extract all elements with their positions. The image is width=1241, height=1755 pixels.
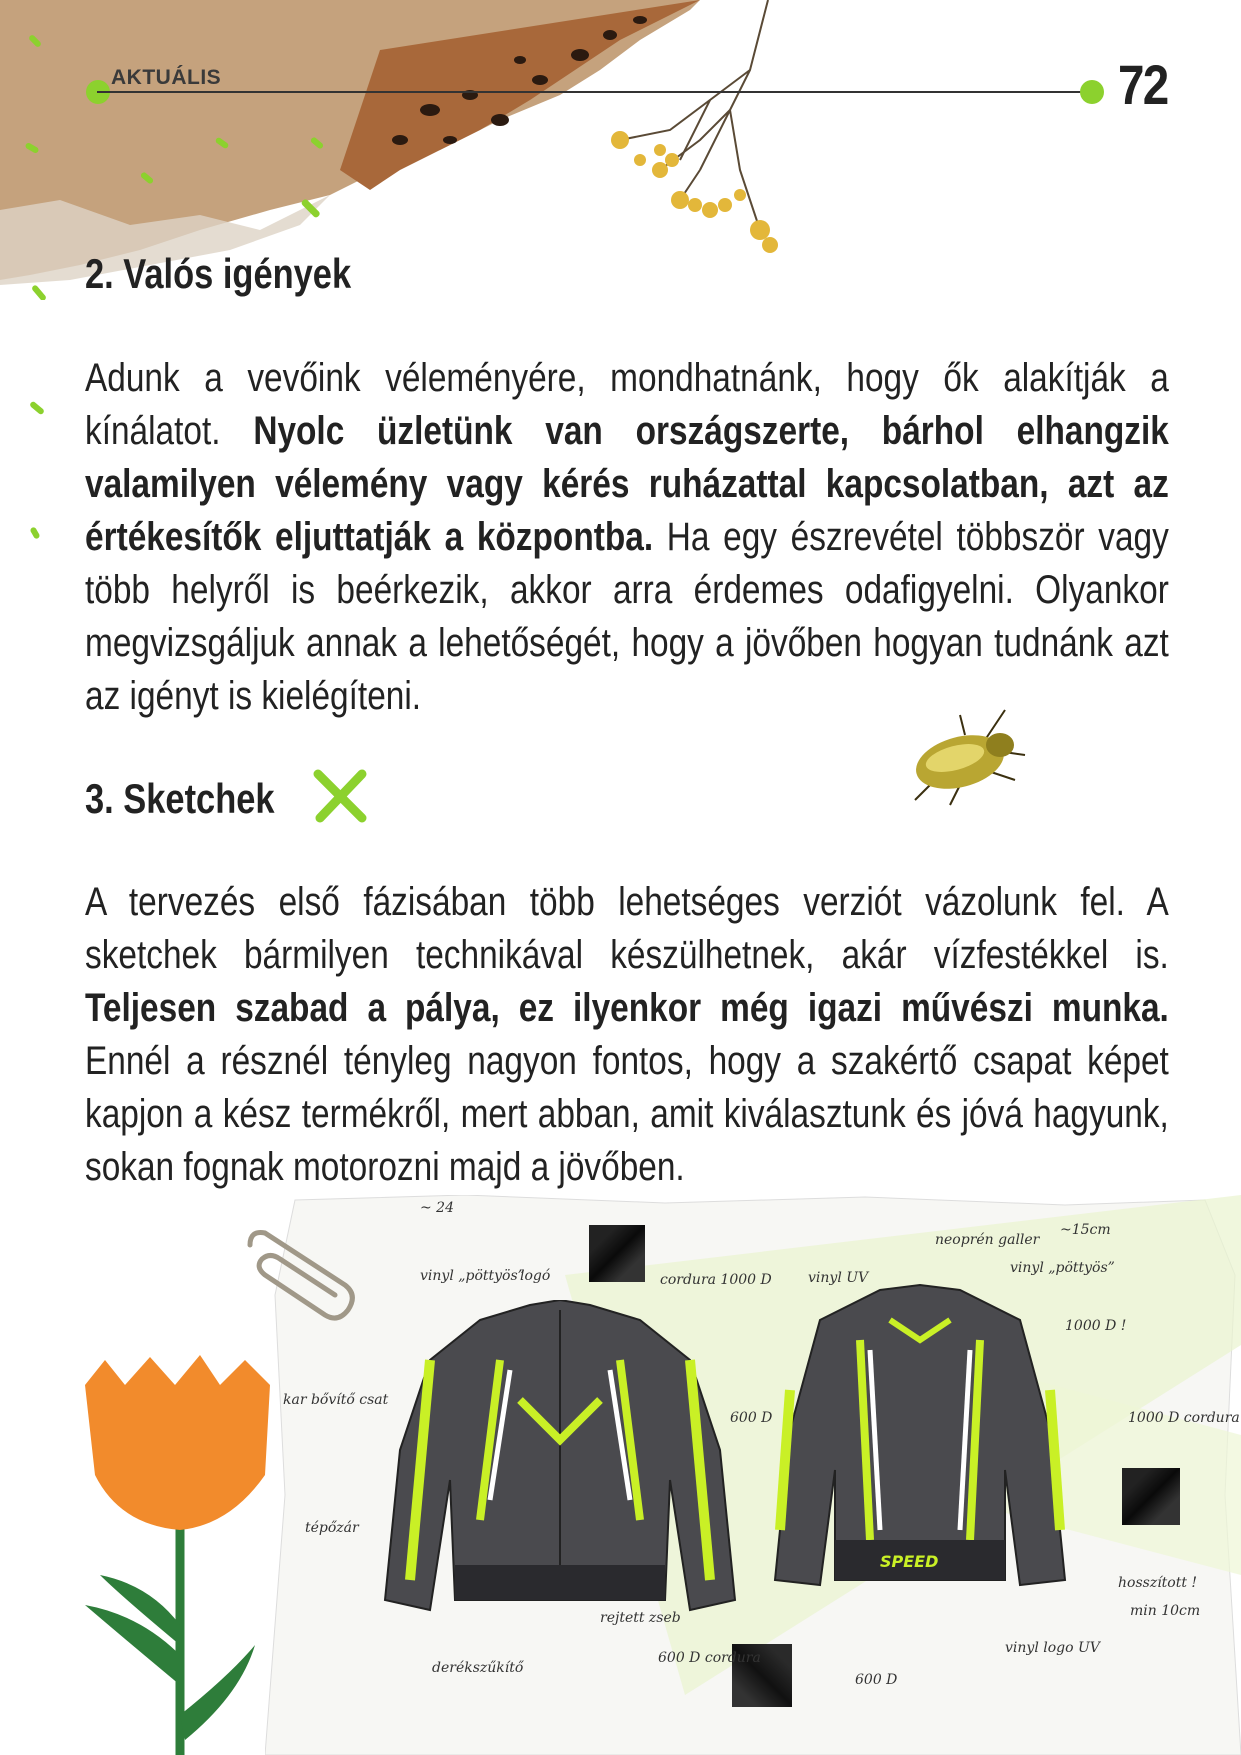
- sketch-note: ~ 24: [420, 1200, 454, 1216]
- sketch-note: 600 D: [855, 1672, 898, 1688]
- jacket-front-sketch: [370, 1300, 750, 1630]
- tulip-icon: [80, 1355, 280, 1755]
- section-3-rest: Ennél a résznél tényleg nagyon fontos, hogy a szakértő csapat képet kapjon a kész termékről, mert abban, amit kiválasztunk és jóvá hagyunk, sokan fognak motorozni majd a jövőben.: [85, 1039, 1169, 1189]
- sketch-note: 1000 D !: [1065, 1318, 1127, 1334]
- sketch-note: min 10cm: [1130, 1603, 1201, 1619]
- section-label: AKTUÁLIS: [111, 66, 222, 89]
- page-number: 72: [1118, 53, 1168, 116]
- section-3-title: 3. Sketchek: [85, 775, 275, 822]
- sketch-note: rejtett zseb: [600, 1610, 681, 1626]
- section-2-bold: Nyolc üzletünk van országszerte, bárhol elhangzik valamilyen vélemény vagy kérés ruházattal kapcsolatban, azt az értékesítők eljuttatják a központba.: [85, 409, 1169, 559]
- section-2-paragraph: [85, 352, 1169, 723]
- section-2-title: 2. Valós igények: [85, 250, 352, 297]
- header-right-dot: [1080, 80, 1104, 104]
- sketch-note: hosszított !: [1118, 1575, 1198, 1591]
- beetle-icon: [905, 700, 1040, 810]
- sketch-note: 1000 D cordura: [1128, 1410, 1240, 1426]
- section-3-bold: Teljesen szabad a pálya, ez ilyenkor még igazi művészi munka.: [85, 986, 1169, 1030]
- sketch-note: tépőzár: [305, 1520, 359, 1536]
- leaf-ticks-decoration: [25, 395, 55, 555]
- svg-text:SPEED: SPEED: [880, 1552, 939, 1571]
- sketch-note: 600 D cordura: [658, 1650, 761, 1666]
- sketch-note: neoprén galler: [935, 1232, 1040, 1248]
- sketch-note: 600 D: [730, 1410, 773, 1426]
- green-x-icon: [312, 768, 368, 824]
- sketch-note: ~15cm: [1060, 1222, 1111, 1238]
- sketch-note: logó: [520, 1268, 551, 1284]
- section-2-intro: Adunk a vevőink véleményére, mondhatnánk, hogy ők alakítják a kínálatot.: [85, 356, 1169, 453]
- section-3-paragraph: [85, 876, 1169, 1194]
- dried-flower-decoration: [600, 0, 800, 270]
- sketch-note: derékszűkítő: [432, 1660, 524, 1676]
- sketch-note: vinyl logo UV: [1005, 1640, 1100, 1656]
- jacket-back-sketch: [760, 1280, 1080, 1610]
- sketch-note: vinyl „pöttyös”: [1010, 1260, 1115, 1276]
- sketch-note: vinyl „pöttyös”: [420, 1268, 525, 1284]
- sketch-note: cordura 1000 D: [660, 1272, 772, 1288]
- section-3-intro: A tervezés első fázisában több lehetséges verziót vázolunk fel. A sketchek bármilyen technikával készülhetnek, akár vízfestékkel is.: [85, 880, 1169, 977]
- paperclip-icon: [240, 1225, 360, 1335]
- sketch-note: vinyl UV: [808, 1270, 869, 1286]
- material-swatch-cordura-2: [1122, 1468, 1180, 1525]
- section-2-rest: Ha egy észrevétel többször vagy több helyről is beérkezik, akkor arra érdemes odafigyelni. Olyankor megvizsgáljuk annak a lehetőségét, hogy a jövőben hogyan tudnánk azt az igényt is kielégíteni.: [85, 515, 1169, 718]
- sketch-note: kar bővítő csat: [283, 1392, 389, 1408]
- header-divider: [97, 91, 1091, 93]
- material-swatch-cordura: [589, 1225, 645, 1282]
